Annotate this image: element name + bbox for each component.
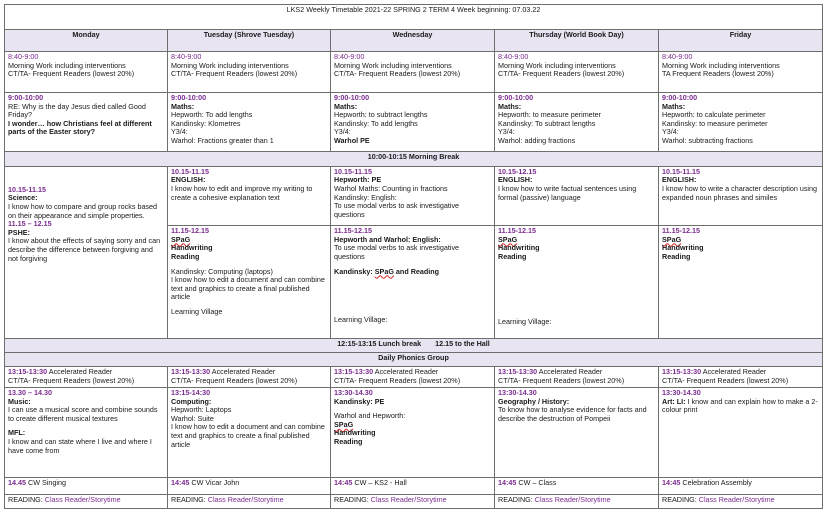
morning-work-wednesday: 8:40-9:00 Morning Work including interventions CT/TA- Frequent Readers (lowest 20%) bbox=[331, 52, 495, 93]
cw-monday: 14.45 CW Singing bbox=[5, 478, 168, 494]
session3-tuesday: 11.15-12.15 SPaG Handwriting Reading Kandinsky: Computing (laptops) I know how to edit a document and can combine text and graphics to create a final published article Learning Village bbox=[168, 226, 331, 339]
timetable-title: LKS2 Weekly Timetable 2021-22 SPRING 2 TERM 4 Week beginning: 07.03.22 bbox=[5, 5, 823, 30]
ar-thursday: 13:15-13:30 Accelerated Reader CT/TA- Frequent Readers (lowest 20%) bbox=[495, 367, 659, 388]
session4-tuesday: 13:15-14:30 Computing: Hepworth: Laptops Warhol: Suite I know how to edit a document and can combine text and graphics to create a final published article bbox=[168, 388, 331, 478]
day-header-tuesday: Tuesday (Shrove Tuesday) bbox=[168, 29, 331, 52]
morning-work-monday: 8:40-9:00 Morning Work including interventions CT/TA- Frequent Readers (lowest 20%) bbox=[5, 52, 168, 93]
cw-tuesday: 14:45 CW Vicar John bbox=[168, 478, 331, 494]
day-header-thursday: Thursday (World Book Day) bbox=[495, 29, 659, 52]
session1-wednesday: 9:00-10:00 Maths: Hepworth: to subtract lengths Kandinsky: To add lengths Y3/4: Warhol PE bbox=[331, 93, 495, 152]
weekly-timetable bbox=[4, 4, 823, 509]
morning-break-band: 10:00-10:15 Morning Break bbox=[5, 152, 823, 166]
ar-wednesday: 13:15-13:30 Accelerated Reader CT/TA- Frequent Readers (lowest 20%) bbox=[331, 367, 495, 388]
session2-tuesday: 10.15-11.15 ENGLISH: I know how to edit and improve my writing to create a cohesive explanation text bbox=[168, 166, 331, 225]
session2-monday: 10.15-11.15 Science: I know how to compare and group rocks based on their appearance and simple properties. 11.15 – 12.15 PSHE: I know about the effects of saying sorry and can describe the difference between forgiving and not forgiving bbox=[5, 166, 168, 338]
ar-monday: 13:15-13:30 Accelerated Reader CT/TA- Frequent Readers (lowest 20%) bbox=[5, 367, 168, 388]
session2-friday: 10.15-11.15 ENGLISH: I know how to write a character description using expanded noun phrases and similes bbox=[659, 166, 823, 225]
session3-wednesday: 11.15-12.15 Hepworth and Warhol: English: To use modal verbs to ask investigative questions Kandinsky: SPaG and Reading Learning Village: bbox=[331, 226, 495, 339]
day-header-wednesday: Wednesday bbox=[331, 29, 495, 52]
ar-tuesday: 13:15-13:30 Accelerated Reader CT/TA- Frequent Readers (lowest 20%) bbox=[168, 367, 331, 388]
session1-tuesday: 9:00-10:00 Maths: Hepworth: To add lengths Kandinsky: Klometres Y3/4: Warhol: Fractions greater than 1 bbox=[168, 93, 331, 152]
session3-thursday: 11.15-12.15 SPaG Handwriting Reading Learning Village: bbox=[495, 226, 659, 339]
morning-work-friday: 8:40-9:00 Morning Work including interventions TA Frequent Readers (lowest 20%) bbox=[659, 52, 823, 93]
reading-monday: READING: Class Reader/Storytime bbox=[5, 494, 168, 508]
ar-friday: 13:15-13:30 Accelerated Reader CT/TA- Frequent Readers (lowest 20%) bbox=[659, 367, 823, 388]
reading-tuesday: READING: Class Reader/Storytime bbox=[168, 494, 331, 508]
session2-thursday: 10.15-12.15 ENGLISH: I know how to write factual sentences using formal (passive) language bbox=[495, 166, 659, 225]
cw-thursday: 14:45 CW – Class bbox=[495, 478, 659, 494]
session4-monday: 13.30 – 14.30 Music: I can use a musical score and combine sounds to create different musical textures MFL: I know and can state where I live and where I have come from bbox=[5, 388, 168, 478]
session1-monday: 9:00-10:00 RE: Why is the day Jesus died called Good Friday? I wonder… how Christians feel at different parts of the Easter story? bbox=[5, 93, 168, 152]
session4-friday: 13:30-14.30 Art: LI: I know and can explain how to make a 2-colour print bbox=[659, 388, 823, 478]
reading-thursday: READING: Class Reader/Storytime bbox=[495, 494, 659, 508]
phonics-band: Daily Phonics Group bbox=[5, 353, 823, 367]
session2-wednesday: 10.15-11.15 Hepworth: PE Warhol Maths: Counting in fractions Kandinsky: English: To use modal verbs to ask investigative questions bbox=[331, 166, 495, 225]
lunch-band: 12:15-13:15 Lunch break 12.15 to the Hall bbox=[5, 338, 823, 352]
session1-thursday: 9:00-10:00 Maths: Hepworth: to measure perimeter Kandinsky: To subtract lengths Y3/4: Warhol: adding fractions bbox=[495, 93, 659, 152]
cw-friday: 14:45 Celebration Assembly bbox=[659, 478, 823, 494]
morning-work-tuesday: 8:40-9:00 Morning Work including interventions CT/TA- Frequent Readers (lowest 20%) bbox=[168, 52, 331, 93]
reading-friday: READING: Class Reader/Storytime bbox=[659, 494, 823, 508]
reading-wednesday: READING: Class Reader/Storytime bbox=[331, 494, 495, 508]
cw-wednesday: 14:45 CW – KS2 - Hall bbox=[331, 478, 495, 494]
session3-friday: 11.15-12.15 SPaG Handwriting Reading bbox=[659, 226, 823, 339]
morning-work-thursday: 8:40-9:00 Morning Work including interventions CT/TA- Frequent Readers (lowest 20%) bbox=[495, 52, 659, 93]
session4-thursday: 13:30-14.30 Geography / History: To know how to analyse evidence for facts and describe the destruction of Pompeii bbox=[495, 388, 659, 478]
day-header-friday: Friday bbox=[659, 29, 823, 52]
day-header-monday: Monday bbox=[5, 29, 168, 52]
session4-wednesday: 13:30-14.30 Kandinsky: PE Warhol and Hepworth: SPaG Handwriting Reading bbox=[331, 388, 495, 478]
session1-friday: 9:00-10:00 Maths: Hepworth: to calculate perimeter Kandinsky: to measure perimeter Y3/4: Warhol: subtracting fractions bbox=[659, 93, 823, 152]
